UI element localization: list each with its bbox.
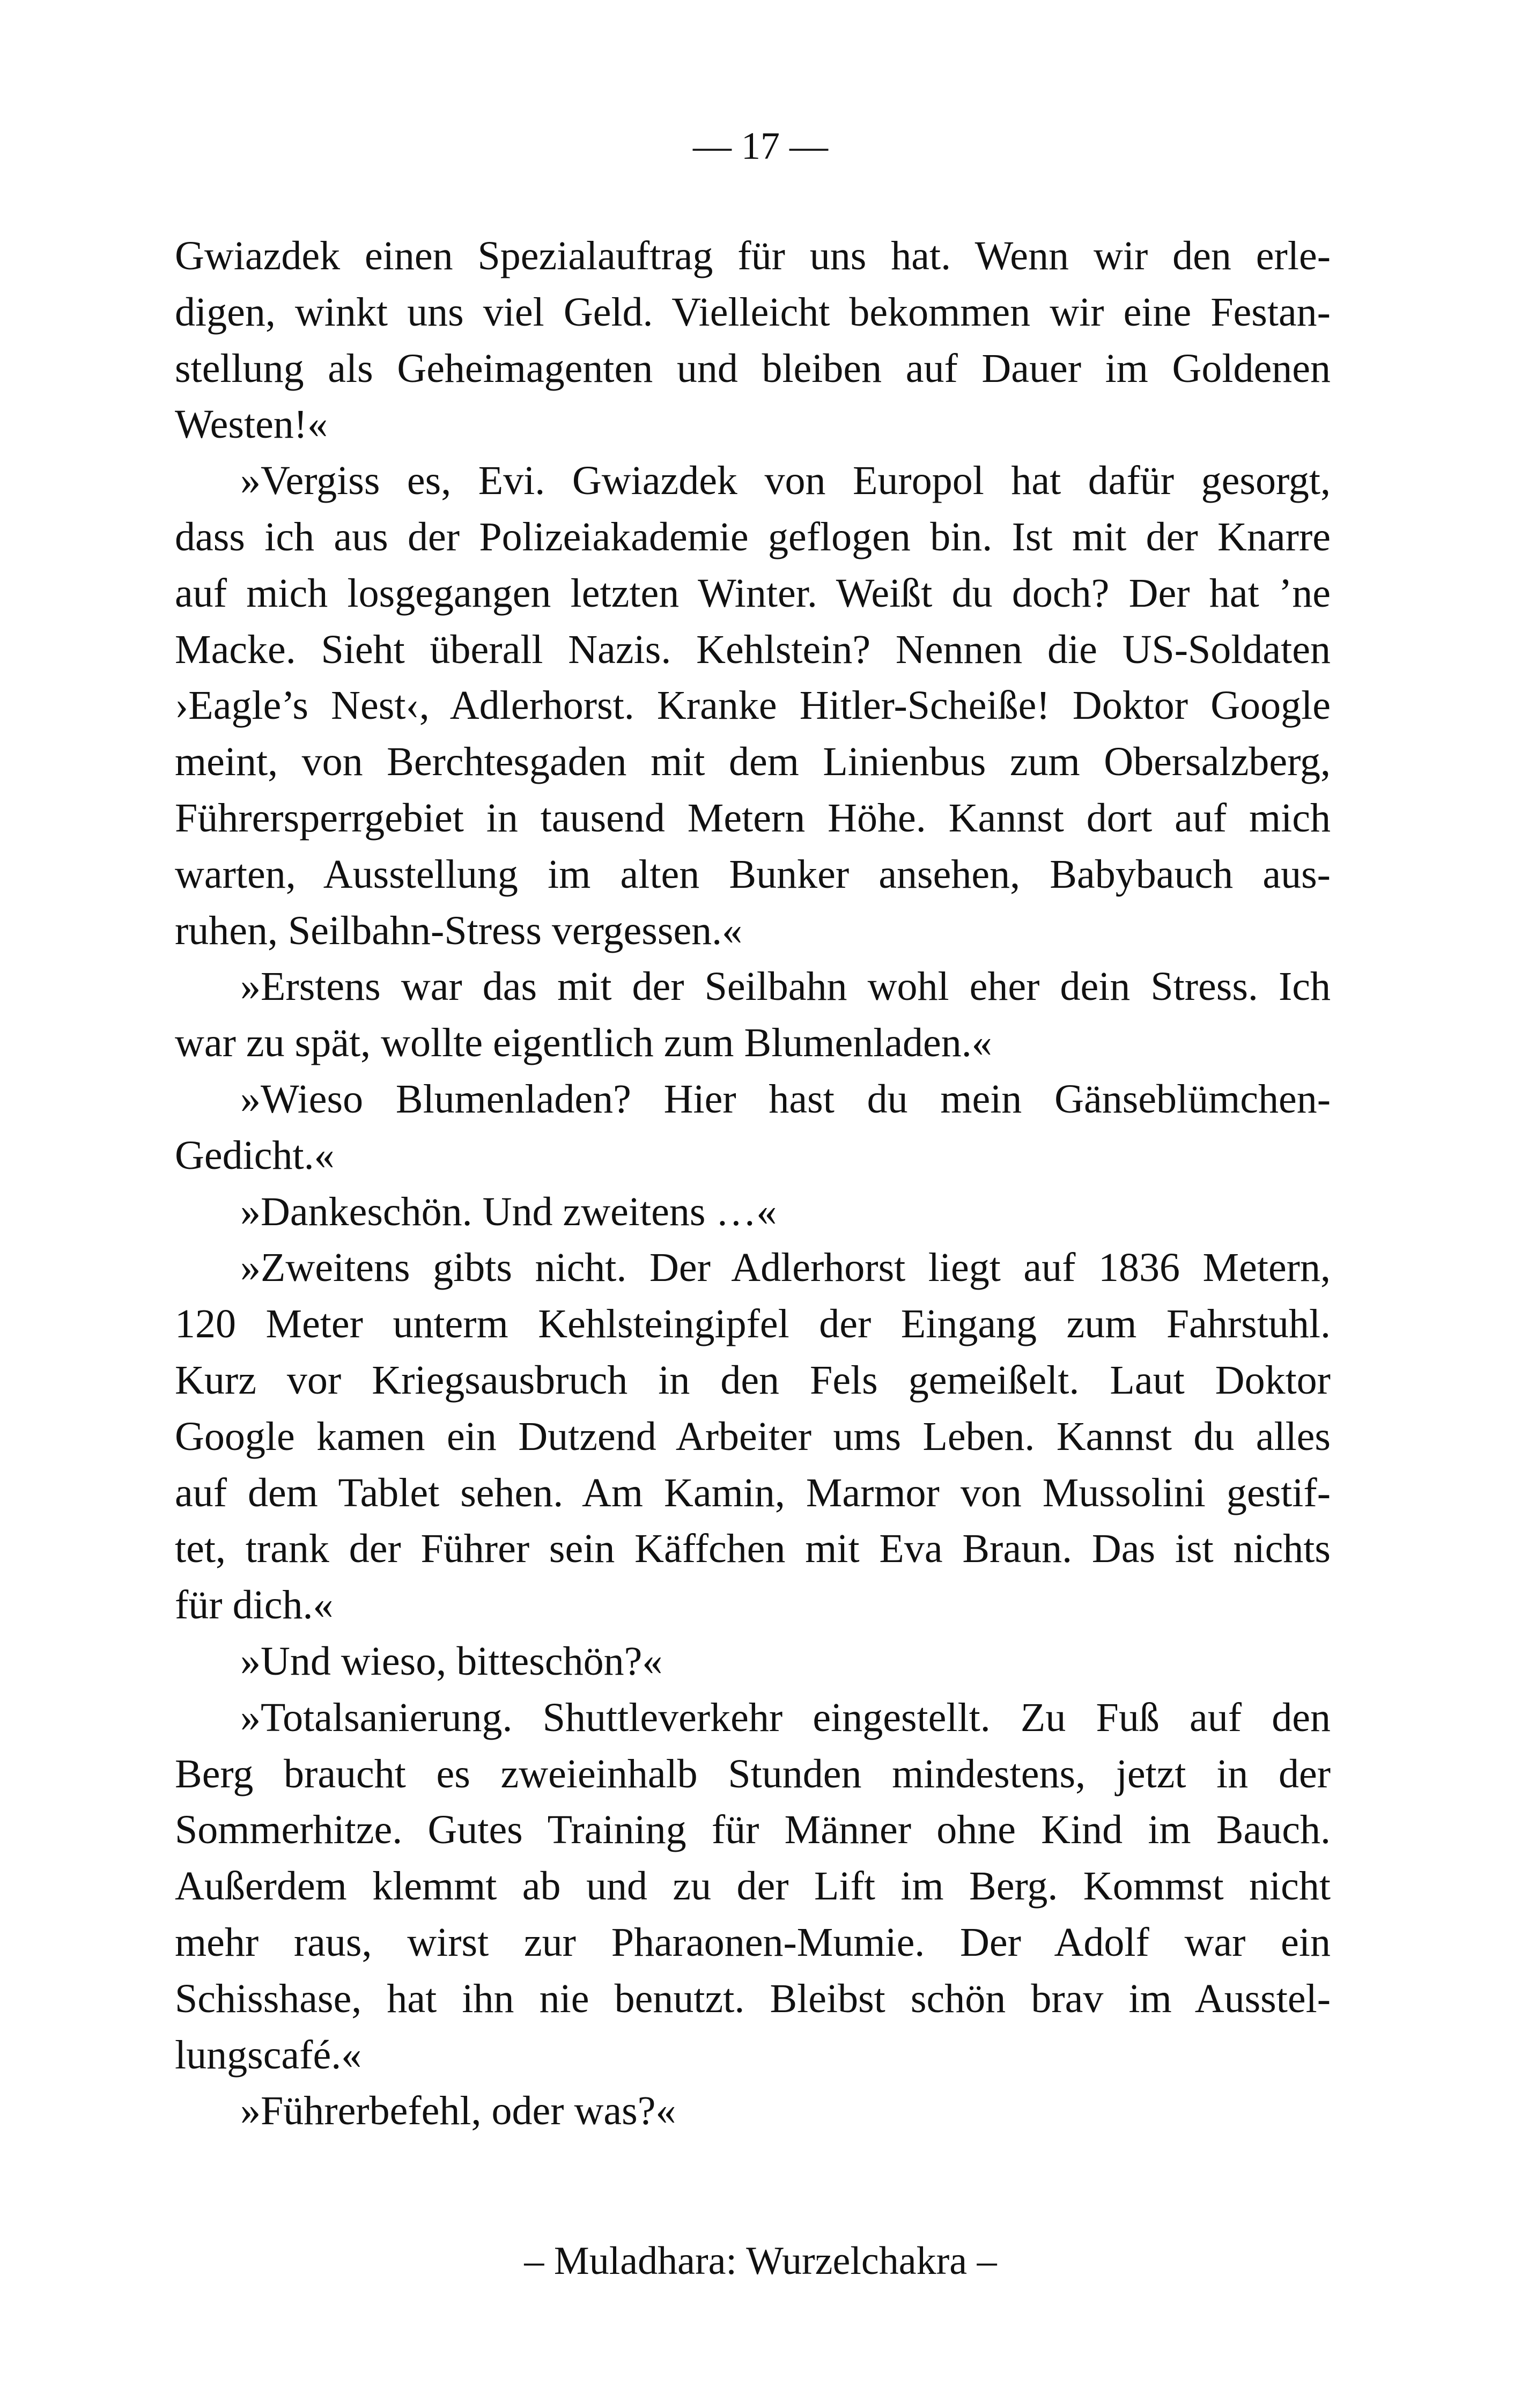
- text-line: für dich.«: [175, 1582, 334, 1628]
- text-line: war zu spät, wollte eigentlich zum Blumenladen.«: [175, 1020, 992, 1066]
- paragraph: [175, 1690, 1331, 2083]
- text-line: Gedicht.«: [175, 1132, 335, 1178]
- text-line: »Wieso Blumenladen? Hier hast du mein Gänseblümchen-: [240, 1076, 1331, 1122]
- text-line: »Führerbefehl, oder was?«: [240, 2088, 676, 2134]
- paragraph: [175, 959, 1331, 1071]
- text-line: auf dem Tablet sehen. Am Kamin, Marmor von Mussolini gestif-: [175, 1470, 1331, 1515]
- paragraph: [175, 1240, 1331, 1633]
- text-line: dass ich aus der Polizeiakademie geflogen bin. Ist mit der Knarre: [175, 514, 1331, 559]
- text-line: Führersperrgebiet in tausend Metern Höhe. Kannst dort auf mich: [175, 795, 1331, 841]
- paragraph: [175, 453, 1331, 959]
- text-line: lungscafé.«: [175, 2032, 362, 2078]
- text-line: Gwiazdek einen Spezialauftrag für uns hat. Wenn wir den erle-: [175, 233, 1331, 278]
- text-line: »Zweitens gibts nicht. Der Adlerhorst liegt auf 1836 Metern,: [240, 1245, 1331, 1291]
- text-line: Kurz vor Kriegsausbruch in den Fels gemeißelt. Laut Doktor: [175, 1357, 1331, 1403]
- text-line: tet, trank der Führer sein Käffchen mit Eva Braun. Das ist nichts: [175, 1526, 1331, 1572]
- text-line: »Erstens war das mit der Seilbahn wohl eher dein Stress. Ich: [240, 964, 1331, 1010]
- text-line: Schisshase, hat ihn nie benutzt. Bleibst schön brav im Ausstel-: [175, 1976, 1331, 2021]
- text-line: ›Eagle’s Nest‹, Adlerhorst. Kranke Hitler-Scheiße! Doktor Google: [175, 683, 1331, 728]
- page-number: — 17 —: [693, 124, 828, 167]
- text-line: Außerdem klemmt ab und zu der Lift im Berg. Kommst nicht: [175, 1864, 1331, 1909]
- running-footer: – Muladhara: Wurzelchakra –: [524, 2239, 997, 2283]
- paragraph: [175, 1184, 1331, 1240]
- paragraph: [175, 228, 1331, 453]
- text-line: 120 Meter unterm Kehlsteingipfel der Eingang zum Fahrstuhl.: [175, 1301, 1331, 1347]
- text-line: Westen!«: [175, 402, 328, 447]
- text-line: digen, winkt uns viel Geld. Vielleicht bekommen wir eine Festan-: [175, 289, 1331, 335]
- text-line: Google kamen ein Dutzend Arbeiter ums Leben. Kannst du alles: [175, 1413, 1331, 1459]
- text-line: warten, Ausstellung im alten Bunker ansehen, Babybauch aus-: [175, 851, 1331, 897]
- text-line: »Dankeschön. Und zweitens …«: [240, 1189, 777, 1234]
- text-line: »Vergiss es, Evi. Gwiazdek von Europol hat dafür gesorgt,: [240, 458, 1331, 504]
- text-line: Berg braucht es zweieinhalb Stunden mindestens, jetzt in der: [175, 1751, 1331, 1796]
- paragraph: [175, 2083, 1331, 2139]
- text-line: mehr raus, wirst zur Pharaonen-Mumie. Der Adolf war ein: [175, 1919, 1331, 1965]
- body-text: [175, 228, 1331, 2139]
- paragraph: [175, 1071, 1331, 1184]
- text-line: meint, von Berchtesgaden mit dem Linienbus zum Obersalzberg,: [175, 739, 1331, 785]
- text-line: »Und wieso, bitteschön?«: [240, 1638, 663, 1684]
- text-line: stellung als Geheimagenten und bleiben auf Dauer im Goldenen: [175, 345, 1331, 391]
- text-line: ruhen, Seilbahn-Stress vergessen.«: [175, 908, 743, 953]
- text-line: »Totalsanierung. Shuttleverkehr eingestellt. Zu Fuß auf den: [240, 1695, 1331, 1740]
- text-line: Macke. Sieht überall Nazis. Kehlstein? Nennen die US-Soldaten: [175, 627, 1331, 672]
- text-line: Sommerhitze. Gutes Training für Männer ohne Kind im Bauch.: [175, 1807, 1331, 1853]
- paragraph: [175, 1633, 1331, 1690]
- text-line: auf mich losgegangen letzten Winter. Weißt du doch? Der hat ’ne: [175, 570, 1331, 616]
